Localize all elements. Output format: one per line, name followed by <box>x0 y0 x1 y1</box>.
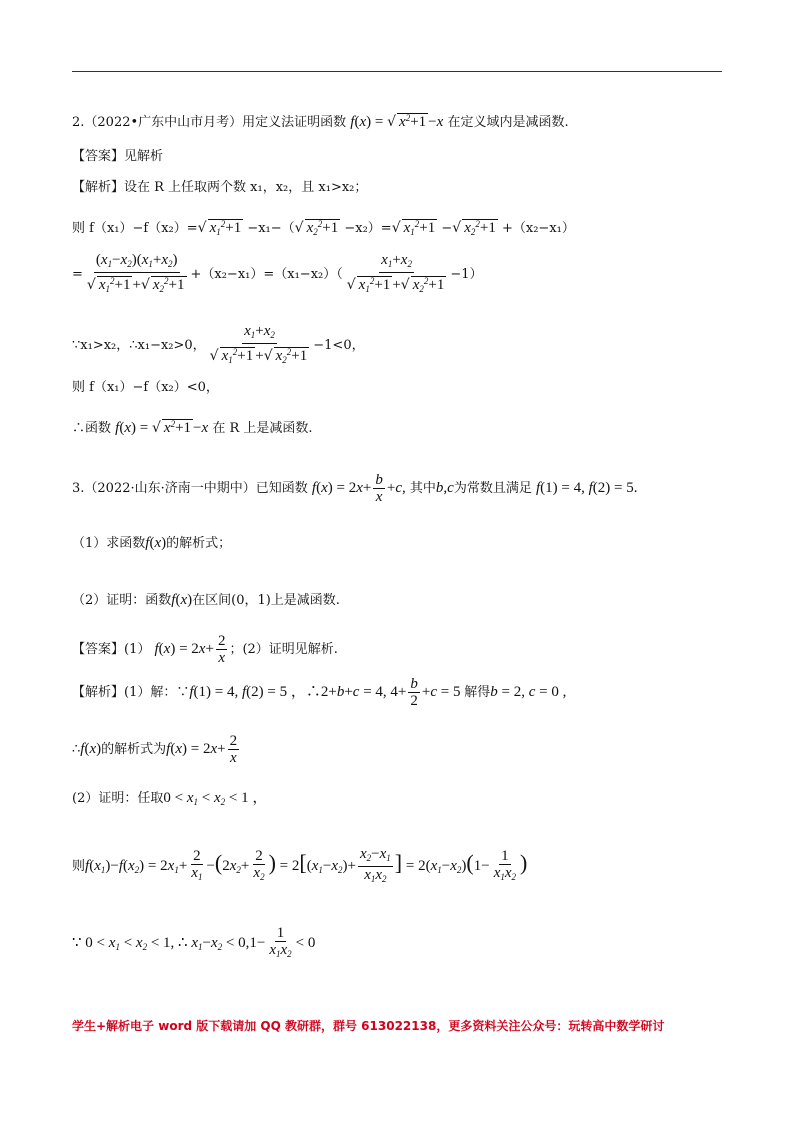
step5-tail: 在 R 上是减函数. <box>212 421 313 436</box>
problem-3-intro: 3.（2022·山东·济南一中期中）已知函数 <box>72 481 308 496</box>
q2-prefix: （2）证明：函数 <box>72 593 172 608</box>
problem-2-step5: ∴函数 f(x) = √ $x^2+1 -x$ 在 R 上是减函数. <box>72 419 313 436</box>
q1-tail: 的解析式； <box>166 536 232 551</box>
problem-3-statement: 3.（2022·山东·济南一中期中）已知函数 f(x) = 2x+ $\frac{b}{x}$ +c, 其中b,c为常数且满足 f(1) = 4, f(2) = 5. <box>72 472 638 505</box>
problem-3-intro-tail: 为常数且满足 <box>453 481 532 496</box>
problem-2-analysis: 【解析】设在 R 上任取两个数 x₁，x₂，且 x₁>x₂； <box>72 180 368 195</box>
sol2-mid: 的解析式为 <box>101 742 167 757</box>
footer-notice: 学生+解析电子 word 版下载请加 QQ 教研群，群号 613022138，更多资料关注公众号：玩转高中数学研讨 <box>72 1019 665 1033</box>
problem-3-q2: （2）证明：函数f(x)在区间(0，1)上是减函数. <box>72 592 340 608</box>
problem-2-step2: = $\frac{(x_1-x_2)(x_1+x_2)}{√ x_1^2+1 +√ x_2^2+1}$ +（x₂−x₁）=（x₁−x₂）（ $\frac{x_1+x_2}{√ x_1^2+1 +√ x_2^2+1}$ −1） <box>72 252 483 294</box>
sol2-prefix: ∴ <box>72 742 81 757</box>
problem-2-statement: 2.（2022•广东中山市月考）用定义法证明函数 f(x) = √ $x^2+1 -x$ 在定义域内是减函数. <box>72 113 569 130</box>
problem-2-intro: 2.（2022•广东中山市月考）用定义法证明函数 <box>72 115 347 130</box>
problem-2-step3: ∵x₁>x₂，∴x₁−x₂>0， $\frac{x_1+x_2}{√ x_1^2+1 +√ x_2^2+1}$ −1<0， <box>72 323 365 365</box>
problem-3-solution-2: ∴f(x)的解析式为f(x) = 2x+ $\frac{2}{x}$ <box>72 733 238 766</box>
problem-3-answer: 【答案】(1） f(x) = 2x+ $\frac{2}{x}$ ；(2）证明见解析. <box>72 633 338 666</box>
sol1-prefix: 【解析】(1）解：∵ <box>72 685 190 700</box>
problem-2-intro-tail: 在定义域内是减函数. <box>447 115 569 130</box>
formula-fx-def: f <box>350 114 355 130</box>
answer-prefix: 【答案】(1） <box>72 642 151 657</box>
top-rule <box>72 71 722 72</box>
problem-3-solution-3: (2）证明：任取$0 < x_1 < x_2 < 1$ ， <box>72 790 268 807</box>
step1-prefix: 则 f（x₁）−f（x₂）= <box>72 221 198 236</box>
problem-3-solution-1: 【解析】(1）解：∵f(1) = 4, f(2) = 5 ，∴2+b+c = 4, 4+ $\frac{b}{2}$ +c = 5 解得b = 2, c = 0 , <box>72 676 567 709</box>
problem-3-q1: （1）求函数f(x)的解析式； <box>72 535 232 551</box>
step5-prefix: ∴函数 <box>72 421 112 436</box>
problem-3-solution-4: 则$f(x_1)-f(x_2) = 2x_1+$ $\frac{2}{x_1}$ $-(2x_2+$ $\frac{2}{x_2}$ ) = $2[(x_1-x_2)+$ $\frac{x_2-x_1}{x_1x_2}$ ] = $2(x_1-x_2)(1-$ $\frac{1}{x_1x_2}$ ) <box>72 846 528 884</box>
problem-3-intro-mid: 其中 <box>409 481 436 496</box>
problem-2-step4: 则 f（x₁）−f（x₂）<0， <box>72 380 219 395</box>
sol1-mid: 解得 <box>464 685 491 700</box>
sol3-prefix: (2）证明：任取 <box>72 791 164 806</box>
answer-tail: ；(2）证明见解析. <box>229 642 338 657</box>
step3-tail: −1<0， <box>313 338 365 353</box>
step3-prefix: ∵x₁>x₂，∴x₁−x₂>0， <box>72 338 206 353</box>
problem-3-solution-5: ∵ $0 < x_1 < x_2 < 1$, ∴ $x_1-x_2 < 0,1-$ $\frac{1}{x_1x_2}$ < 0 <box>72 925 316 959</box>
problem-2-step1: 则 f（x₁）−f（x₂）=√ $x_1^2+1 -x_1-(√$ $x_2^2+1 -x_2)=√$ $x_1^2+1$ −√ $x_2^2+1 +(x_2-x_1)$ <box>72 219 575 237</box>
sol4-prefix: 则 <box>72 859 86 874</box>
q2-tail: 在区间(0，1)上是减函数. <box>192 593 340 608</box>
q1-prefix: （1）求函数 <box>72 536 146 551</box>
problem-2-answer: 【答案】见解析 <box>72 149 164 164</box>
